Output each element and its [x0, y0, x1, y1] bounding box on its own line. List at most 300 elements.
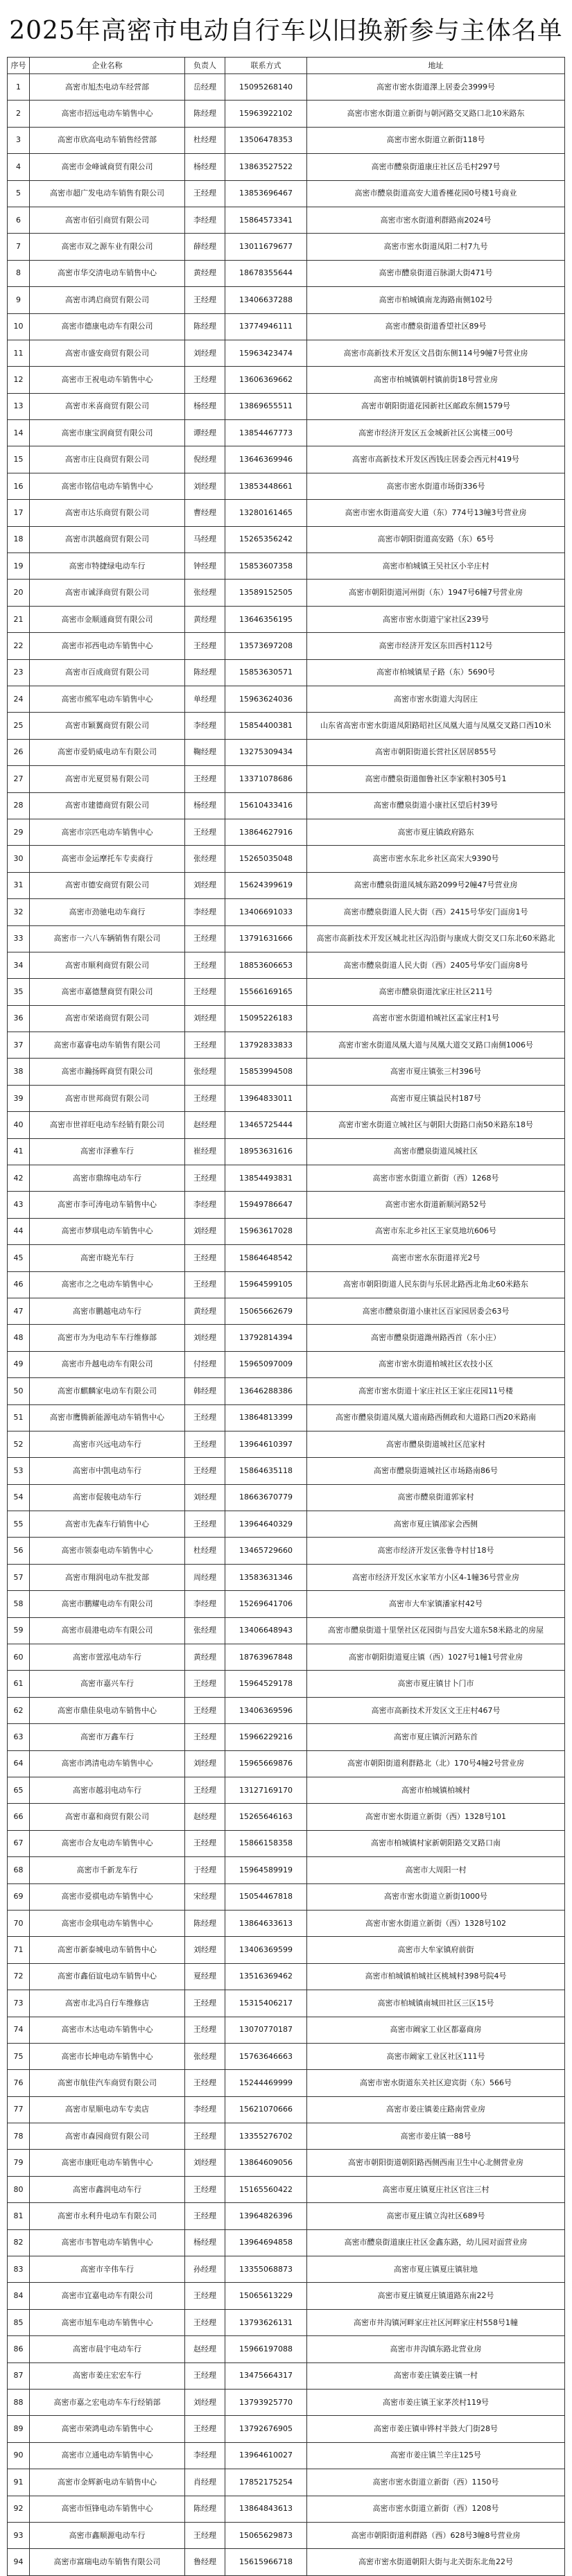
company-name: 高密市鼎绵电动车行 [30, 1165, 185, 1192]
manager: 王经理 [185, 1697, 225, 1723]
row-index: 90 [8, 2442, 30, 2469]
phone: 13863527522 [225, 154, 307, 180]
company-name: 高密市嘉之宏电动车车行经销部 [30, 2389, 185, 2415]
address: 高密市醴泉街道小康社区百家园居委会63号 [307, 1298, 565, 1324]
manager: 李经理 [185, 713, 225, 739]
manager: 张经理 [185, 2043, 225, 2069]
address: 高密市醴泉街道凤城东路2099号2幢47号营业房 [307, 872, 565, 898]
address: 高密市密水街道利群路南2024号 [307, 207, 565, 233]
table-row [8, 1192, 565, 1218]
company-name: 高密市鸿清电动车销售中心 [30, 1750, 185, 1777]
manager: 崔经理 [185, 1138, 225, 1165]
manager: 刘经理 [185, 1218, 225, 1244]
row-index: 92 [8, 2496, 30, 2522]
table-row [8, 1750, 565, 1777]
address: 高密市井沟镇河畔家庄社区河畔家庄村558号1幢 [307, 2309, 565, 2335]
manager: 张经理 [185, 580, 225, 606]
phone: 15065662679 [225, 1298, 307, 1324]
address: 高密市朝阳街道高安路（东）65号 [307, 526, 565, 552]
company-name: 高密市木达电动车销售中心 [30, 2017, 185, 2043]
phone: 13793626131 [225, 2309, 307, 2335]
company-name: 高密市北冯自行车维修店 [30, 1990, 185, 2017]
company-name: 高密市万鑫车行 [30, 1724, 185, 1750]
phone: 13864813399 [225, 1404, 307, 1431]
company-name: 高密市领泰电动车销售中心 [30, 1538, 185, 1564]
address: 高密市醴泉街道潍州路西首（东小庄） [307, 1325, 565, 1351]
company-name: 高密市鑫润电动车行 [30, 2176, 185, 2202]
phone: 18953631616 [225, 1138, 307, 1165]
manager: 王经理 [185, 1724, 225, 1750]
table-row [8, 1910, 565, 1936]
manager: 王经理 [185, 1511, 225, 1538]
table-row [8, 1937, 565, 1963]
manager: 杨经理 [185, 792, 225, 819]
table-row [8, 2256, 565, 2283]
header-manager: 负责人 [185, 58, 225, 74]
company-name: 高密市辛伟车行 [30, 2256, 185, 2283]
row-index: 60 [8, 1644, 30, 1671]
table-row [8, 526, 565, 552]
address: 高密市朝阳街道长营社区居居855号 [307, 739, 565, 765]
manager: 倪经理 [185, 446, 225, 473]
row-index: 22 [8, 633, 30, 659]
phone: 15615966718 [225, 2549, 307, 2575]
row-index: 2 [8, 101, 30, 127]
manager: 薛经理 [185, 234, 225, 260]
manager: 钟经理 [185, 553, 225, 580]
table-row [8, 500, 565, 526]
address: 高密市姜庄镇一88号 [307, 2123, 565, 2150]
row-index: 89 [8, 2416, 30, 2442]
address: 高密市醴泉街道人民大街（西）2405号华安门面房8号 [307, 952, 565, 978]
company-name: 高密市百成商贸有限公司 [30, 659, 185, 686]
manager: 王经理 [185, 2203, 225, 2229]
phone: 13583631346 [225, 1564, 307, 1590]
row-index: 7 [8, 234, 30, 260]
phone: 18678355644 [225, 260, 307, 286]
address: 高密市姜庄镇王家茅茨村119号 [307, 2389, 565, 2415]
phone: 15165560422 [225, 2176, 307, 2202]
phone: 13792676905 [225, 2416, 307, 2442]
table-row [8, 2070, 565, 2096]
row-index: 42 [8, 1165, 30, 1192]
address: 高密市朝阳街道河州街（东）1947号6幢7号营业房 [307, 580, 565, 606]
table-row [8, 2017, 565, 2043]
row-index: 23 [8, 659, 30, 686]
phone: 15095268140 [225, 74, 307, 101]
address: 高密市密水街道立新街（西）1208号 [307, 2496, 565, 2522]
table-row [8, 74, 565, 101]
company-name: 高密市萱泓电动车行 [30, 1644, 185, 1671]
company-name: 高密市先森车行销售中心 [30, 1511, 185, 1538]
table-row [8, 313, 565, 340]
row-index: 3 [8, 127, 30, 153]
address: 高密市阚家工业区社区111号 [307, 2043, 565, 2069]
company-name: 高密市爱奶威电动车有限公司 [30, 739, 185, 765]
phone: 13864609056 [225, 2150, 307, 2176]
manager: 陈经理 [185, 101, 225, 127]
table-row [8, 1112, 565, 1138]
phone: 18663670779 [225, 1484, 307, 1511]
header-address: 地址 [307, 58, 565, 74]
address: 高密市醴泉街道小康社区望后村39号 [307, 792, 565, 819]
phone: 15854400381 [225, 713, 307, 739]
address: 高密市密水街道柏城社区孟家庄村1号 [307, 1005, 565, 1032]
row-index: 79 [8, 2150, 30, 2176]
address: 高密市夏庄镇邵家会西侧 [307, 1511, 565, 1538]
manager: 赵经理 [185, 1112, 225, 1138]
phone: 15965097009 [225, 1351, 307, 1377]
row-index: 10 [8, 313, 30, 340]
manager: 王经理 [185, 2123, 225, 2150]
manager: 王经理 [185, 1458, 225, 1484]
address: 高密市密水街道新顺河路52号 [307, 1192, 565, 1218]
phone: 15853607358 [225, 553, 307, 580]
row-index: 58 [8, 1591, 30, 1617]
company-name: 高密市宗匹电动车销售中心 [30, 819, 185, 845]
header-company: 企业名称 [30, 58, 185, 74]
manager: 王经理 [185, 1990, 225, 2017]
company-name: 高密市鹏越电动车行 [30, 1298, 185, 1324]
row-index: 85 [8, 2309, 30, 2335]
table-row [8, 2549, 565, 2575]
company-name: 高密市永利升电动车有限公司 [30, 2203, 185, 2229]
phone: 15965669876 [225, 1750, 307, 1777]
row-index: 48 [8, 1325, 30, 1351]
phone: 13854493831 [225, 1165, 307, 1192]
phone: 15621070666 [225, 2096, 307, 2123]
company-name: 高密市王祝电动车销售中心 [30, 367, 185, 393]
address: 高密市经济开发区东田西村112号 [307, 633, 565, 659]
manager: 王经理 [185, 1671, 225, 1697]
table-row [8, 207, 565, 233]
address: 高密市醴泉街道城社区范家村 [307, 1431, 565, 1457]
table-row [8, 1644, 565, 1671]
row-index: 26 [8, 739, 30, 765]
manager: 肖经理 [185, 2469, 225, 2496]
phone: 15964589919 [225, 1857, 307, 1883]
table-header-row [8, 58, 565, 74]
address: 高密市柏城镇南龙海路南侧102号 [307, 287, 565, 313]
phone: 13869655511 [225, 393, 307, 419]
address: 山东省高密市密水街道凤阳路昭社区凤凰大道与凤凰交叉路口西10米 [307, 713, 565, 739]
table-row [8, 1671, 565, 1697]
company-name: 高密市合友电动车销售中心 [30, 1830, 185, 1856]
address: 高密市醴泉街道高安大道香槿花园0号楼1号商业 [307, 180, 565, 207]
row-index: 91 [8, 2469, 30, 2496]
phone: 15763646663 [225, 2043, 307, 2069]
address: 高密市密水东北乡社区高宋大9390号 [307, 846, 565, 872]
phone: 13792814394 [225, 1325, 307, 1351]
row-index: 5 [8, 180, 30, 207]
manager: 刘经理 [185, 1750, 225, 1777]
company-name: 高密市宜嘉电动车有限公司 [30, 2283, 185, 2309]
manager: 张经理 [185, 846, 225, 872]
phone: 15963617028 [225, 1218, 307, 1244]
company-name: 高密市升越电动车有限公司 [30, 1351, 185, 1377]
table-row [8, 1032, 565, 1059]
address: 高密市醴泉街道康庄社区岳毛村297号 [307, 154, 565, 180]
manager: 王经理 [185, 2362, 225, 2389]
company-name: 高密市招远电动车销售中心 [30, 101, 185, 127]
table-row [8, 127, 565, 153]
table-row [8, 1378, 565, 1404]
row-index: 70 [8, 1910, 30, 1936]
address: 高密市大牟家镇潘家村42号 [307, 1591, 565, 1617]
company-name: 高密市金运摩托车专卖商行 [30, 846, 185, 872]
row-index: 55 [8, 1511, 30, 1538]
manager: 王经理 [185, 2283, 225, 2309]
phone: 18853606653 [225, 952, 307, 978]
table-row [8, 393, 565, 419]
table-row [8, 420, 565, 446]
phone: 18763967848 [225, 1644, 307, 1671]
company-name: 高密市星顺电动车专卖店 [30, 2096, 185, 2123]
phone: 13792833833 [225, 1032, 307, 1059]
phone: 15964599105 [225, 1271, 307, 1298]
manager: 马经理 [185, 526, 225, 552]
address: 高密市东北乡社区王家莫地坑606号 [307, 1218, 565, 1244]
manager: 周经理 [185, 1564, 225, 1590]
phone: 13355276702 [225, 2123, 307, 2150]
phone: 13964826396 [225, 2203, 307, 2229]
address: 高密市经济开发区水家苇方小区4-1幢36号营业房 [307, 1564, 565, 1590]
manager: 谭经理 [185, 420, 225, 446]
phone: 13864843613 [225, 2496, 307, 2522]
table-row [8, 180, 565, 207]
table-row [8, 2362, 565, 2389]
phone: 15853630571 [225, 659, 307, 686]
row-index: 47 [8, 1298, 30, 1324]
row-index: 64 [8, 1750, 30, 1777]
table-row [8, 2336, 565, 2362]
manager: 黄经理 [185, 1298, 225, 1324]
company-name: 高密市越羽电动车行 [30, 1777, 185, 1804]
address: 高密市经济开发区五金城新社区公寓楼三00号 [307, 420, 565, 446]
row-index: 65 [8, 1777, 30, 1804]
company-name: 高密市姜庄宏宏车行 [30, 2362, 185, 2389]
row-index: 59 [8, 1617, 30, 1644]
table-row [8, 340, 565, 366]
address: 高密市密水街道柏城社区农技小区 [307, 1351, 565, 1377]
company-name: 高密市康宝润商贸有限公司 [30, 420, 185, 446]
table-row [8, 899, 565, 925]
table-row [8, 1963, 565, 1990]
row-index: 83 [8, 2256, 30, 2283]
phone: 13646369946 [225, 446, 307, 473]
table-row [8, 1218, 565, 1244]
phone: 15963624036 [225, 686, 307, 712]
manager: 付经理 [185, 1351, 225, 1377]
manager: 王经理 [185, 1085, 225, 1111]
phone: 13964610397 [225, 1431, 307, 1457]
table-body [8, 74, 565, 2576]
phone: 15244469999 [225, 2070, 307, 2096]
phone: 13070770187 [225, 2017, 307, 2043]
table-row [8, 925, 565, 952]
table-row [8, 1538, 565, 1564]
row-index: 74 [8, 2017, 30, 2043]
table-row [8, 1990, 565, 2017]
address: 高密市密水街道十家庄社区王家庄花园11号楼 [307, 1378, 565, 1404]
company-name: 高密市旭车电动车销售中心 [30, 2309, 185, 2335]
company-name: 高密市为为电动车车行维修部 [30, 1325, 185, 1351]
address: 高密市柏城镇柏城社区桃城村398号院4号 [307, 1963, 565, 1990]
row-index: 14 [8, 420, 30, 446]
manager: 刘经理 [185, 2150, 225, 2176]
address: 高密市醴泉街道十里堡社区花园街与昌安大道东58米路北的房屋 [307, 1617, 565, 1644]
row-index: 17 [8, 500, 30, 526]
phone: 13864633613 [225, 1910, 307, 1936]
address: 高密市姜庄镇申铧村半鼓大门街28号 [307, 2416, 565, 2442]
manager: 杜经理 [185, 127, 225, 153]
company-name: 高密市铭信电动车销售中心 [30, 473, 185, 499]
row-index: 9 [8, 287, 30, 313]
company-name: 高密市盛安商贸有限公司 [30, 340, 185, 366]
address: 高密市朝阳街道夏庄镇（西）1027号1幢1号营业房 [307, 1644, 565, 1671]
address: 高密市醴泉街道凤城社区 [307, 1138, 565, 1165]
row-index: 20 [8, 580, 30, 606]
company-name: 高密市鼎佳泉电动车销售中心 [30, 1697, 185, 1723]
phone: 13406369596 [225, 1697, 307, 1723]
table-row [8, 952, 565, 978]
row-index: 33 [8, 925, 30, 952]
company-name: 高密市一六八车辆销售有限公司 [30, 925, 185, 952]
manager: 陈经理 [185, 1910, 225, 1936]
manager: 王经理 [185, 1404, 225, 1431]
row-index: 41 [8, 1138, 30, 1165]
phone: 13406648943 [225, 1617, 307, 1644]
row-index: 19 [8, 553, 30, 580]
company-name: 高密市恒锋电动车销售中心 [30, 2496, 185, 2522]
manager: 王经理 [185, 2522, 225, 2548]
table-row [8, 473, 565, 499]
manager: 韩经理 [185, 1378, 225, 1404]
row-index: 53 [8, 1458, 30, 1484]
row-index: 67 [8, 1830, 30, 1856]
table-row [8, 234, 565, 260]
table-row [8, 2496, 565, 2522]
manager: 李经理 [185, 1591, 225, 1617]
manager: 杜经理 [185, 1538, 225, 1564]
company-name: 高密市德康电动车有限公司 [30, 313, 185, 340]
phone: 15265646163 [225, 1804, 307, 1830]
manager: 孙经理 [185, 2256, 225, 2283]
row-index: 43 [8, 1192, 30, 1218]
row-index: 77 [8, 2096, 30, 2123]
row-index: 49 [8, 1351, 30, 1377]
table-row [8, 1165, 565, 1192]
company-name: 高密市中凯电动车行 [30, 1458, 185, 1484]
company-name: 高密市嘉兴车行 [30, 1671, 185, 1697]
company-name: 高密市金顺通商贸有限公司 [30, 606, 185, 632]
table-row [8, 1245, 565, 1271]
table-row [8, 580, 565, 606]
company-name: 高密市诚泽商贸有限公司 [30, 580, 185, 606]
table-row [8, 606, 565, 632]
table-row [8, 1883, 565, 1910]
address: 高密市醴泉街道香望社区89号 [307, 313, 565, 340]
row-index: 82 [8, 2229, 30, 2256]
phone: 13011679677 [225, 234, 307, 260]
address: 高密市密水街道高安大道（东）774号13幢3号营业房 [307, 500, 565, 526]
row-index: 24 [8, 686, 30, 712]
row-index: 86 [8, 2336, 30, 2362]
manager: 王经理 [185, 1777, 225, 1804]
row-index: 30 [8, 846, 30, 872]
address: 高密市姜庄镇姜庄镇一村 [307, 2362, 565, 2389]
company-name: 高密市鹏耀电动车有限公司 [30, 1591, 185, 1617]
table-row [8, 1325, 565, 1351]
row-index: 88 [8, 2389, 30, 2415]
manager: 王经理 [185, 952, 225, 978]
address: 高密市夏庄镇夏庄社区官注三村 [307, 2176, 565, 2202]
phone: 13280161465 [225, 500, 307, 526]
table-row [8, 2309, 565, 2335]
company-name: 高密市晨宇电动车行 [30, 2336, 185, 2362]
table-row [8, 154, 565, 180]
row-index: 93 [8, 2522, 30, 2548]
manager: 赵经理 [185, 2336, 225, 2362]
manager: 王经理 [185, 1271, 225, 1298]
manager: 单经理 [185, 686, 225, 712]
company-name: 高密市庄良商贸有限公司 [30, 446, 185, 473]
manager: 王经理 [185, 1431, 225, 1457]
address: 高密市井沟镇东路北营业房 [307, 2336, 565, 2362]
phone: 15963922102 [225, 101, 307, 127]
phone: 13854467773 [225, 420, 307, 446]
manager: 王经理 [185, 2416, 225, 2442]
table-row [8, 792, 565, 819]
row-index: 29 [8, 819, 30, 845]
phone: 15949786647 [225, 1192, 307, 1218]
company-name: 高密市梦琪电动车销售中心 [30, 1218, 185, 1244]
phone: 13791631666 [225, 925, 307, 952]
address: 高密市密水东街道祥光2号 [307, 1245, 565, 1271]
address: 高密市醴泉街道城社区市场路南86号 [307, 1458, 565, 1484]
address: 高密市高新技术开发区城北社区沟沿街与康成大街交叉口东北60米路北 [307, 925, 565, 952]
company-name: 高密市兴远电动车行 [30, 1431, 185, 1457]
phone: 15964529178 [225, 1671, 307, 1697]
manager: 黄经理 [185, 606, 225, 632]
table-row [8, 2283, 565, 2309]
address: 高密市夏庄镇夏庄镇驻地 [307, 2256, 565, 2283]
table-row [8, 766, 565, 792]
manager: 王经理 [185, 1165, 225, 1192]
address: 高密市密水街道凤凰大道与凤凰大道交叉路口南侧1006号 [307, 1032, 565, 1059]
phone: 13646288386 [225, 1378, 307, 1404]
row-index: 84 [8, 2283, 30, 2309]
company-name: 高密市劲驰电动车商行 [30, 899, 185, 925]
table-row [8, 2123, 565, 2150]
row-index: 32 [8, 899, 30, 925]
phone: 13589152505 [225, 580, 307, 606]
row-index: 81 [8, 2203, 30, 2229]
manager: 鲁经理 [185, 2549, 225, 2575]
manager: 李经理 [185, 2442, 225, 2469]
row-index: 15 [8, 446, 30, 473]
table-row [8, 1404, 565, 1431]
row-index: 38 [8, 1059, 30, 1085]
company-name: 高密市韦智电动车销售中心 [30, 2229, 185, 2256]
address: 高密市密水街道立新街118号 [307, 127, 565, 153]
address: 高密市密水街道市场街336号 [307, 473, 565, 499]
phone: 13406691033 [225, 899, 307, 925]
address: 高密市朝阳街道利群路（西）628号3幢8号营业房 [307, 2522, 565, 2548]
address: 高密市密水街道澤上居委会3999号 [307, 74, 565, 101]
table-row [8, 1777, 565, 1804]
row-index: 11 [8, 340, 30, 366]
